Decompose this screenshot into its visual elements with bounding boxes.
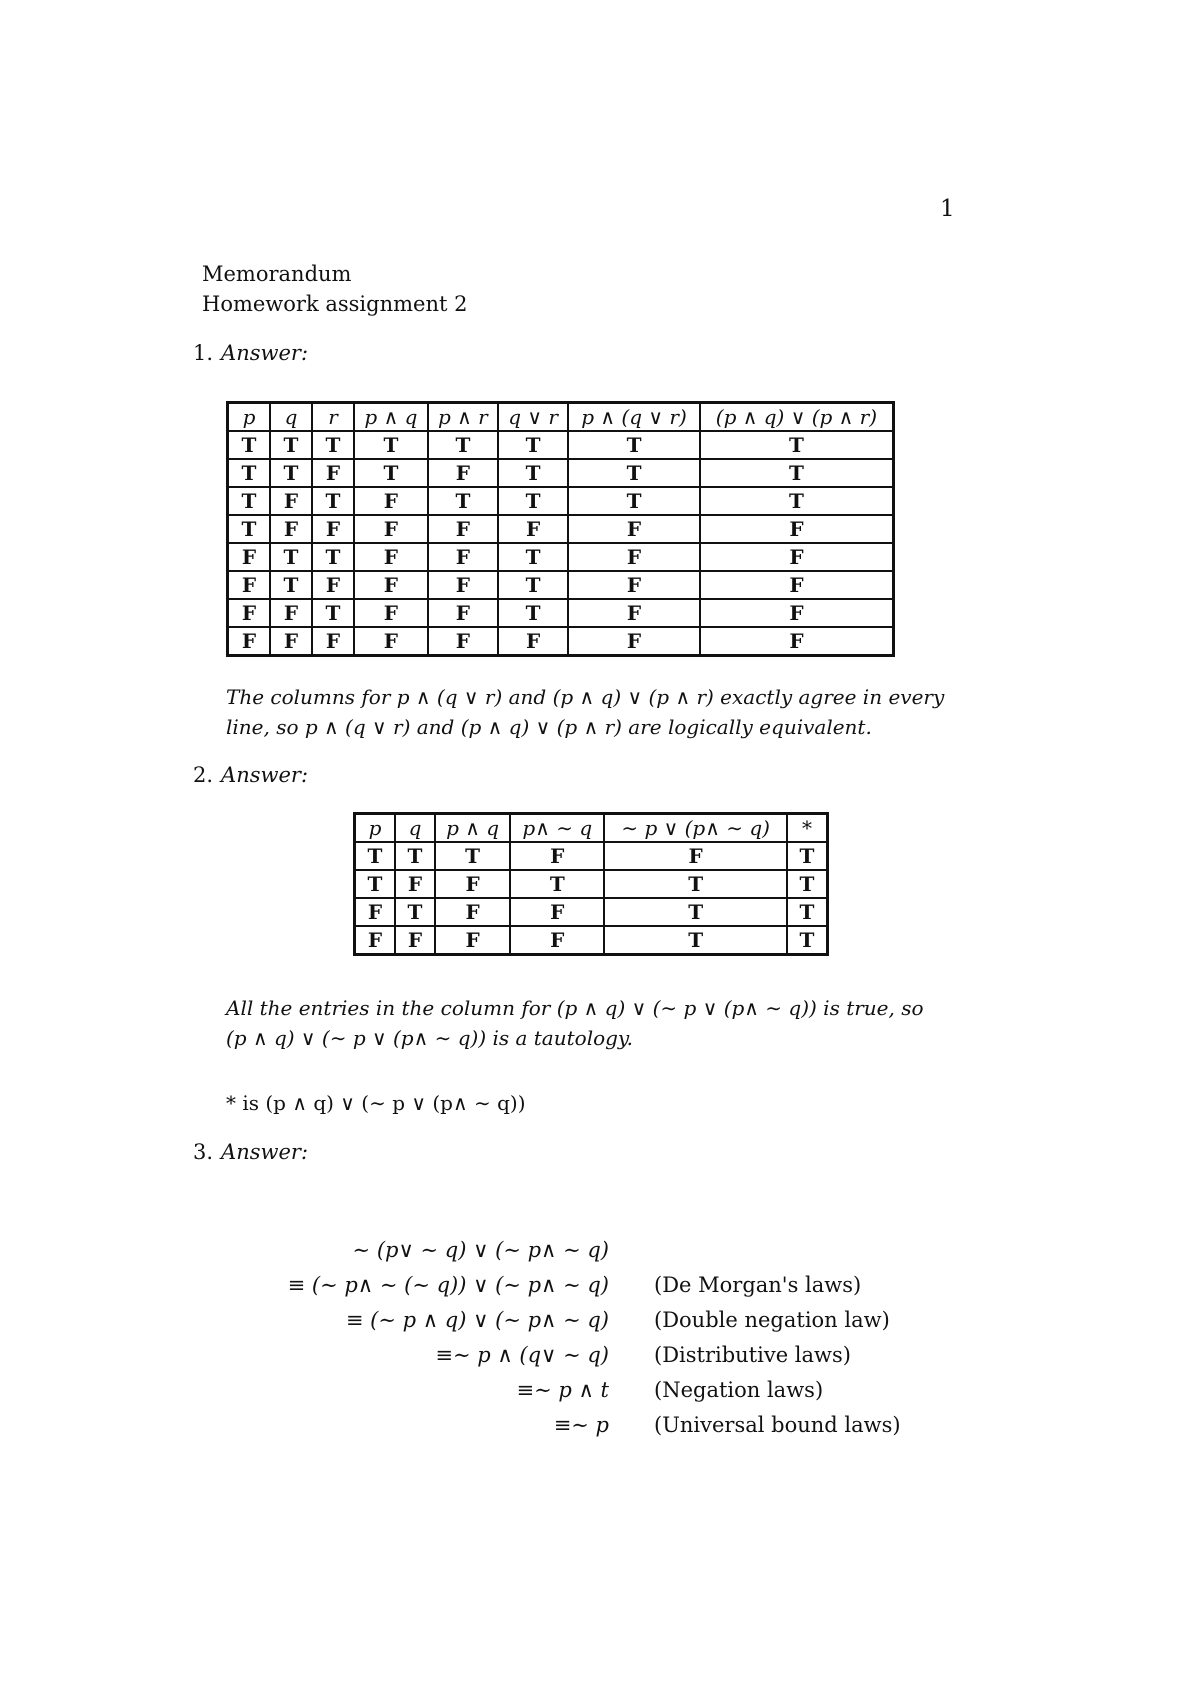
table-cell: T <box>228 487 271 515</box>
table-cell: F <box>435 870 510 898</box>
table-cell: T <box>604 870 787 898</box>
column-header: (p ∧ q) ∨ (p ∧ r) <box>700 403 894 432</box>
column-header: * <box>787 814 828 843</box>
table-cell: F <box>312 627 354 656</box>
column-header: p <box>355 814 396 843</box>
table-cell: T <box>228 431 271 459</box>
table-cell: T <box>270 571 312 599</box>
table-cell: F <box>270 627 312 656</box>
table-cell: F <box>270 599 312 627</box>
table-cell: F <box>700 599 894 627</box>
derivation-expression: ≡∼ p ∧ t <box>516 1378 609 1402</box>
table-cell: F <box>700 627 894 656</box>
derivation-expression: ≡ (∼ p∧ ∼ (∼ q)) ∨ (∼ p∧ ∼ q) <box>287 1273 609 1297</box>
table-cell: F <box>428 543 498 571</box>
table-cell: F <box>312 459 354 487</box>
table-row <box>355 898 828 926</box>
column-header: p∧ ∼ q <box>510 814 604 843</box>
table-cell: T <box>568 459 700 487</box>
table-cell: T <box>700 431 894 459</box>
table-cell: T <box>498 571 568 599</box>
column-header: p ∧ q <box>354 403 428 432</box>
table-cell: F <box>270 515 312 543</box>
table-cell: F <box>228 599 271 627</box>
table-cell: T <box>395 842 435 870</box>
q2-conclusion-line2: (p ∧ q) ∨ (∼ p ∨ (p∧ ∼ q)) is a tautology. <box>226 1026 633 1050</box>
table-cell: F <box>355 926 396 955</box>
table-row <box>228 459 894 487</box>
q1-number: 1. <box>193 341 214 365</box>
column-header: p ∧ r <box>428 403 498 432</box>
page-number: 1 <box>940 196 955 222</box>
table-cell: T <box>700 459 894 487</box>
table-cell: F <box>354 487 428 515</box>
q2-footnote: * is (p ∧ q) ∨ (∼ p ∨ (p∧ ∼ q)) <box>226 1091 526 1115</box>
column-header: ∼ p ∨ (p∧ ∼ q) <box>604 814 787 843</box>
table-cell: F <box>510 898 604 926</box>
q2-answer-label: Answer: <box>221 763 309 787</box>
table-cell: T <box>498 487 568 515</box>
table-cell: F <box>395 926 435 955</box>
table-cell: T <box>510 870 604 898</box>
table-cell: F <box>428 599 498 627</box>
table-cell: F <box>428 515 498 543</box>
table-cell: F <box>354 627 428 656</box>
table-cell: T <box>700 487 894 515</box>
table-cell: F <box>700 515 894 543</box>
table-cell: T <box>787 842 828 870</box>
q2-label <box>193 763 308 787</box>
q3-number: 3. <box>193 1140 214 1164</box>
table-cell: T <box>435 842 510 870</box>
table-cell: F <box>428 627 498 656</box>
table-row <box>355 870 828 898</box>
table-cell: T <box>787 926 828 955</box>
column-header: p ∧ q <box>435 814 510 843</box>
q1-conclusion-line1: The columns for p ∧ (q ∨ r) and (p ∧ q) ∨ (p ∧ r) exactly agree in every <box>226 685 945 709</box>
table-cell: F <box>498 627 568 656</box>
table-cell: T <box>354 459 428 487</box>
table-cell: F <box>568 543 700 571</box>
table-cell: T <box>228 515 271 543</box>
table-cell: F <box>510 926 604 955</box>
table-row <box>228 627 894 656</box>
table-cell: F <box>312 571 354 599</box>
table-row <box>228 571 894 599</box>
derivation-expression: ≡∼ p ∧ (q∨ ∼ q) <box>435 1343 609 1367</box>
table-cell: F <box>355 898 396 926</box>
table-cell: T <box>498 459 568 487</box>
table-cell: T <box>270 431 312 459</box>
table-cell: T <box>787 870 828 898</box>
table-cell: F <box>700 543 894 571</box>
table-cell: F <box>354 599 428 627</box>
derivation-expression: ∼ (p∨ ∼ q) ∨ (∼ p∧ ∼ q) <box>352 1238 609 1262</box>
q1-conclusion-line2: line, so p ∧ (q ∨ r) and (p ∧ q) ∨ (p ∧ r) are logically equivalent. <box>226 715 872 739</box>
table-cell: T <box>355 870 396 898</box>
table-row <box>228 487 894 515</box>
table-cell: T <box>312 487 354 515</box>
table-cell: T <box>428 431 498 459</box>
table-cell: F <box>568 571 700 599</box>
table-cell: F <box>498 515 568 543</box>
table-cell: F <box>568 515 700 543</box>
table-cell: T <box>355 842 396 870</box>
table-cell: T <box>270 459 312 487</box>
derivation-justification: (Double negation law) <box>654 1308 890 1332</box>
table-row <box>228 515 894 543</box>
table-cell: F <box>270 487 312 515</box>
table-cell: T <box>498 543 568 571</box>
truth-table-1 <box>226 401 895 657</box>
q2-number: 2. <box>193 763 214 787</box>
derivation-expression: ≡ (∼ p ∧ q) ∨ (∼ p∧ ∼ q) <box>345 1308 609 1332</box>
table-cell: F <box>428 459 498 487</box>
table-cell: F <box>228 627 271 656</box>
table-cell: T <box>312 599 354 627</box>
table-cell: F <box>354 571 428 599</box>
q2-conclusion-line1: All the entries in the column for (p ∧ q) ∨ (∼ p ∨ (p∧ ∼ q)) is true, so <box>226 996 924 1020</box>
table-cell: T <box>498 431 568 459</box>
table-cell: T <box>312 543 354 571</box>
table-cell: T <box>428 487 498 515</box>
q1-conclusion <box>226 682 966 742</box>
table-cell: F <box>312 515 354 543</box>
table-cell: T <box>498 599 568 627</box>
table-cell: F <box>568 627 700 656</box>
table-cell: T <box>270 543 312 571</box>
table-cell: T <box>568 487 700 515</box>
q2-conclusion <box>226 993 966 1053</box>
table-cell: F <box>228 543 271 571</box>
table-cell: F <box>435 898 510 926</box>
table-cell: F <box>395 870 435 898</box>
derivation-justification: (De Morgan's laws) <box>654 1273 862 1297</box>
column-header: q ∨ r <box>498 403 568 432</box>
derivation-justification: (Distributive laws) <box>654 1343 851 1367</box>
table-cell: F <box>228 571 271 599</box>
column-header: q <box>270 403 312 432</box>
table-cell: F <box>428 571 498 599</box>
table-cell: T <box>354 431 428 459</box>
table-cell: T <box>312 431 354 459</box>
column-header: q <box>395 814 435 843</box>
table-cell: F <box>435 926 510 955</box>
table-cell: F <box>568 599 700 627</box>
truth-table-2 <box>353 812 829 956</box>
table-header-row <box>355 814 828 843</box>
derivation-justification: (Universal bound laws) <box>654 1413 901 1437</box>
table-row <box>228 431 894 459</box>
derivation-expression: ≡∼ p <box>553 1413 609 1437</box>
q3-answer-label: Answer: <box>221 1140 309 1164</box>
table-cell: F <box>700 571 894 599</box>
table-cell: T <box>604 926 787 955</box>
column-header: p ∧ (q ∨ r) <box>568 403 700 432</box>
table-cell: F <box>510 842 604 870</box>
table-cell: T <box>604 898 787 926</box>
table-cell: T <box>395 898 435 926</box>
memo-title: Memorandum <box>202 262 352 286</box>
table-cell: F <box>354 543 428 571</box>
table-cell: T <box>787 898 828 926</box>
q3-label <box>193 1140 308 1164</box>
table-cell: F <box>604 842 787 870</box>
table-row <box>355 842 828 870</box>
table-cell: F <box>354 515 428 543</box>
q1-answer-label: Answer: <box>221 341 309 365</box>
table-cell: T <box>568 431 700 459</box>
q1-label <box>193 341 308 365</box>
table-row <box>228 599 894 627</box>
table-header-row <box>228 403 894 432</box>
column-header: r <box>312 403 354 432</box>
column-header: p <box>228 403 271 432</box>
assignment-title: Homework assignment 2 <box>202 292 468 316</box>
derivation-justification: (Negation laws) <box>654 1378 824 1402</box>
table-cell: T <box>228 459 271 487</box>
table-row <box>355 926 828 955</box>
table-row <box>228 543 894 571</box>
